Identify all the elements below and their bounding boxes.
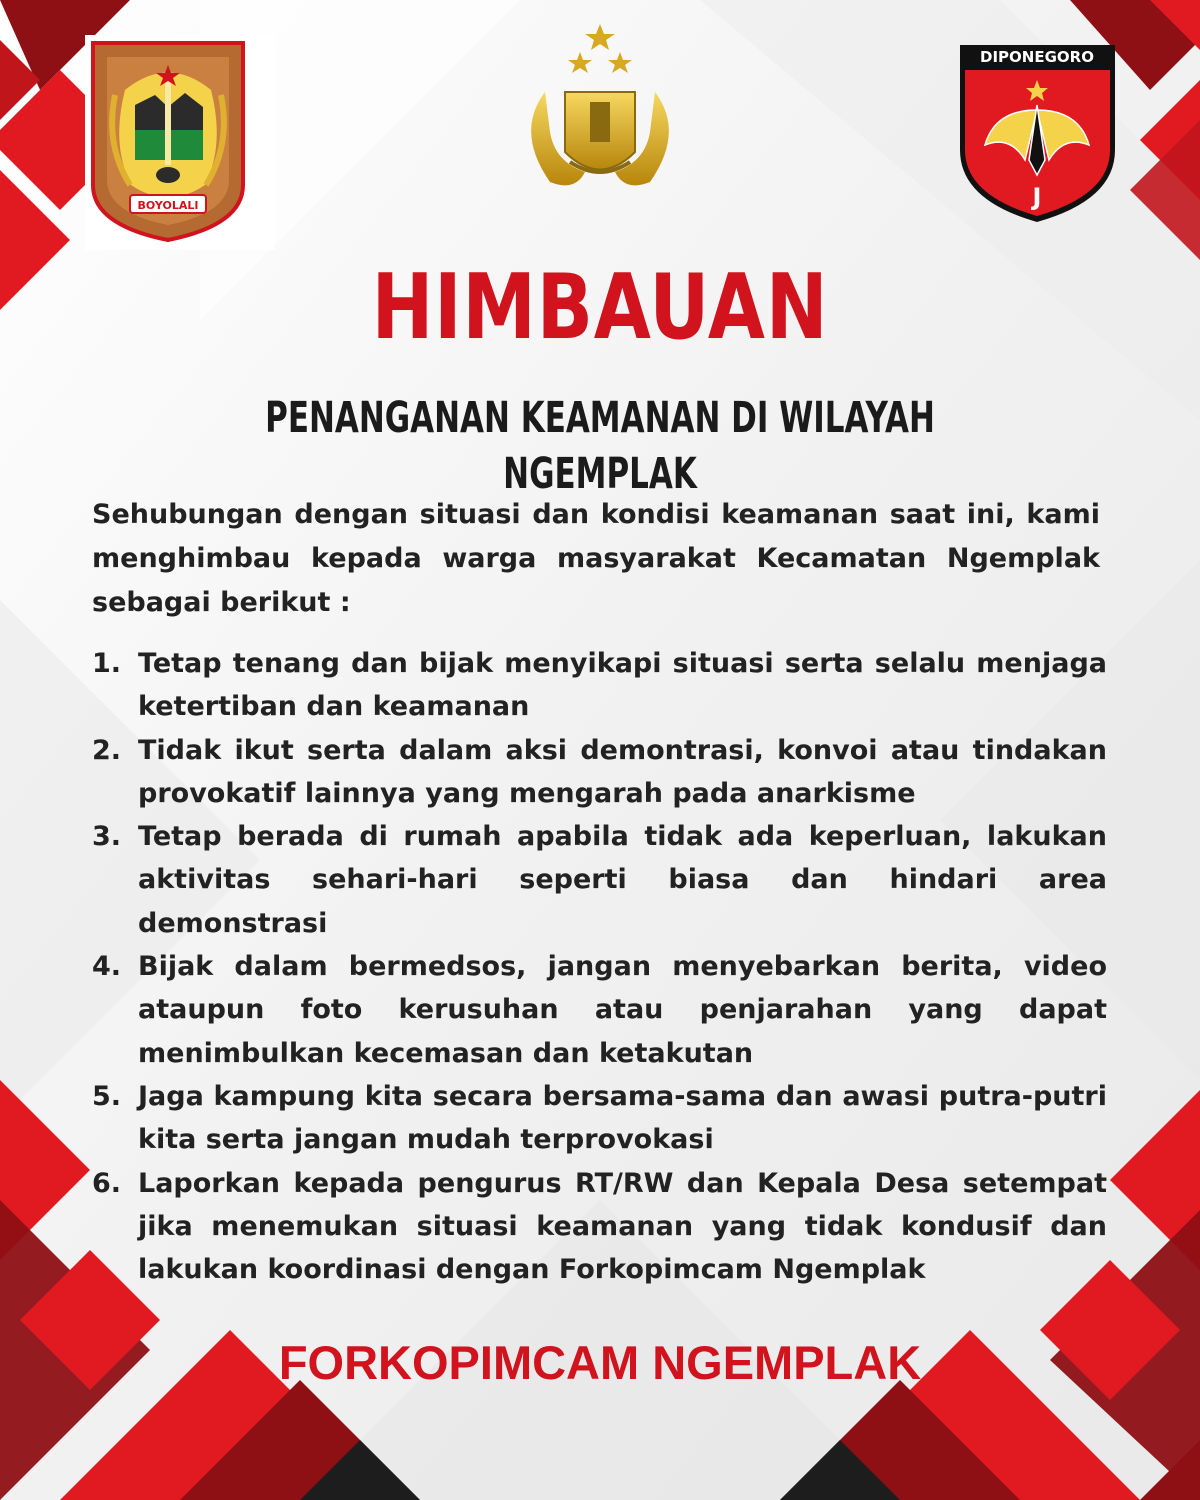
boyolali-emblem-logo bbox=[85, 35, 275, 250]
appeal-list bbox=[92, 642, 1107, 1291]
page-subtitle: PENANGANAN KEAMANAN DI WILAYAH NGEMPLAK bbox=[265, 393, 935, 499]
list-text: Jaga kampung kita secara bersama-sama dan awasi putra-putri kita serta jangan mudah terprovokasi bbox=[138, 1080, 1107, 1156]
diponegoro-label: DIPONEGORO bbox=[980, 48, 1094, 66]
list-item bbox=[92, 642, 1107, 729]
list-number: 3. bbox=[92, 821, 122, 853]
list-number: 1. bbox=[92, 648, 122, 679]
list-text: Bijak dalam bermedsos, jangan menyebarkan berita, video ataupun foto kerusuhan atau penjarahan yang dapat menimbulkan kecemasan dan ketakutan bbox=[138, 951, 1107, 1069]
list-text: Tetap berada di rumah apabila tidak ada keperluan, lakukan aktivitas sehari-hari seperti biasa dan hindari area demonstrasi bbox=[138, 821, 1107, 939]
list-number: 5. bbox=[92, 1080, 122, 1112]
diponegoro-emblem-logo bbox=[955, 40, 1120, 225]
list-item bbox=[92, 1075, 1107, 1162]
list-text: Tetap tenang dan bijak menyikapi situasi serta selalu menjaga ketertiban dan keamanan bbox=[138, 648, 1107, 723]
diponegoro-letter: J bbox=[1032, 183, 1042, 211]
list-item bbox=[92, 729, 1107, 816]
list-text: Tidak ikut serta dalam aksi demontrasi, konvoi atau tindakan provokatif lainnya yang mengarah pada anarkisme bbox=[138, 734, 1107, 809]
intro-paragraph: Sehubungan dengan situasi dan kondisi keamanan saat ini, kami menghimbau kepada warga masyarakat Kecamatan Ngemplak sebagai berikut : bbox=[92, 499, 1100, 618]
list-item bbox=[92, 1162, 1107, 1292]
list-number: 4. bbox=[92, 951, 122, 983]
page-title: HIMBAUAN bbox=[371, 255, 829, 360]
footer-signature: FORKOPIMCAM NGEMPLAK bbox=[278, 1336, 922, 1389]
list-number: 2. bbox=[92, 734, 122, 766]
list-text: Laporkan kepada pengurus RT/RW dan Kepala Desa setempat jika menemukan situasi keamanan yang tidak kondusif dan lakukan koordinasi dengan Forkopimcam Ngemplak bbox=[138, 1167, 1107, 1286]
police-emblem-logo bbox=[505, 22, 695, 197]
boyolali-label: BOYOLALI bbox=[137, 199, 199, 212]
list-item bbox=[92, 945, 1107, 1075]
list-number: 6. bbox=[92, 1167, 122, 1199]
list-item bbox=[92, 815, 1107, 945]
